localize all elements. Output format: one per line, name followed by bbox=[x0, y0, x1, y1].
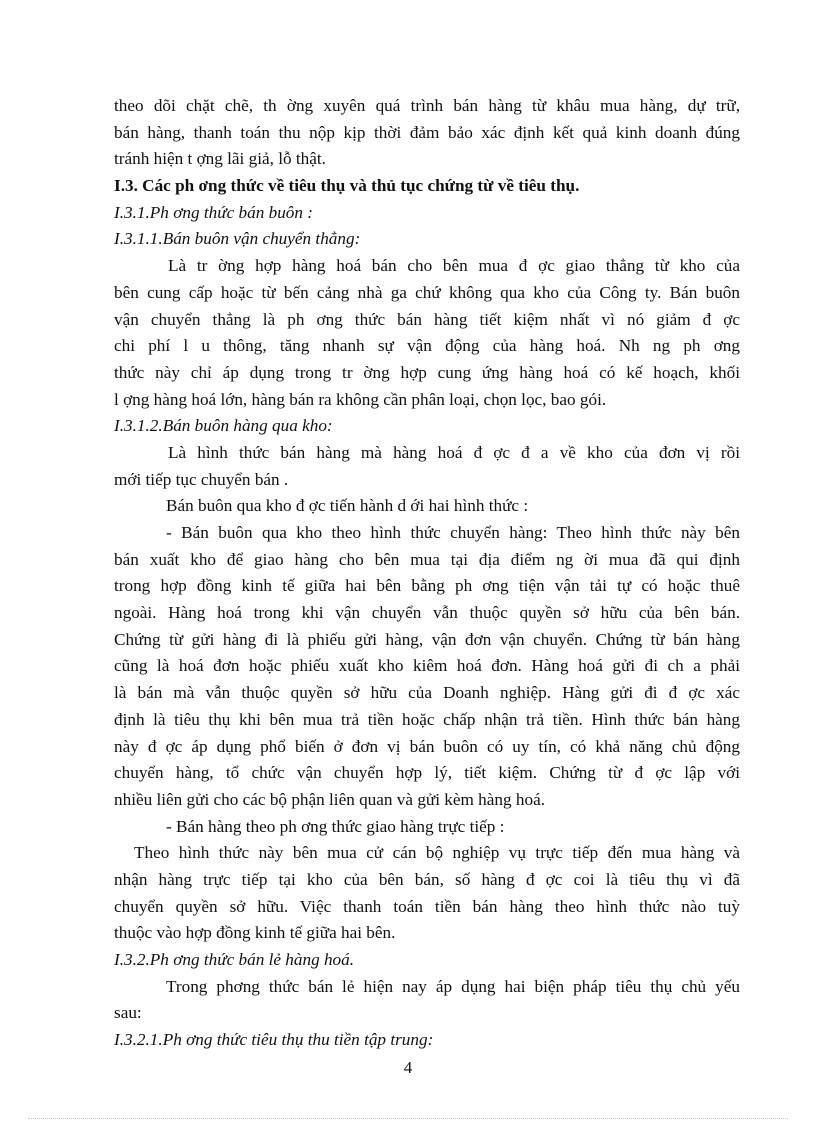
body-line: bán hàng, thanh toán thu nộp kịp thời đảm bảo xác định kết quả kinh doanh đúng bbox=[114, 122, 740, 142]
body-line: sau: bbox=[114, 1003, 142, 1023]
subsection-heading: I.3.2.Ph ơng thức bán lẻ hàng hoá. bbox=[114, 950, 355, 969]
body-line: Chứng từ gửi hàng đi là phiếu gửi hàng, vận đơn vận chuyển. Chứng từ bán hàng bbox=[114, 629, 740, 649]
body-line: Là hình thức bán hàng mà hàng hoá đ ợc đ a về kho của đơn vị rồi bbox=[168, 442, 740, 462]
body-line: Bán buôn qua kho đ ợc tiến hành d ới hai hình thức : bbox=[166, 496, 529, 516]
body-line: nhiều liên gửi cho các bộ phận liên quan và gửi kèm hàng hoá. bbox=[114, 789, 546, 809]
body-line: Trong phơng thức bán lẻ hiện nay áp dụng hai biện pháp tiêu thụ chủ yếu bbox=[166, 976, 740, 996]
body-line: bên cung cấp hoặc từ bến cảng nhà ga chứ không qua kho của Công ty. Bán buôn bbox=[114, 282, 740, 302]
body-line: - Bán hàng theo ph ơng thức giao hàng trực tiếp : bbox=[166, 816, 505, 836]
page-bottom-divider bbox=[28, 1118, 788, 1119]
body-line: vận chuyển thẳng là ph ơng thức bán hàng tiết kiệm nhất vì nó giảm đ ợc bbox=[114, 309, 740, 329]
section-heading: I.3. Các ph ơng thức về tiêu thụ và thủ tục chứng từ về tiêu thụ. bbox=[114, 176, 580, 196]
subsection-heading: I.3.1.Ph ơng thức bán buôn : bbox=[114, 202, 313, 222]
subsubsection-heading: I.3.1.2.Bán buôn hàng qua kho: bbox=[114, 416, 333, 436]
body-line: ngoài. Hàng hoá trong khi vận chuyển vẫn thuộc quyền sở hữu của bên bán. bbox=[114, 603, 740, 623]
body-line: này đ ợc áp dụng phổ biến ở đơn vị bán buôn có uy tín, có khả năng chủ động bbox=[114, 736, 740, 756]
body-line: trong hợp đồng kinh tế giữa hai bên bằng ph ơng tiện vận tải tự có hoặc thuê bbox=[114, 576, 740, 596]
body-line: cũng là hoá đơn hoặc phiếu xuất kho kiêm hoá đơn. Hàng hoá gửi đi ch a phải bbox=[114, 656, 740, 676]
body-line: nhận hàng trực tiếp tại kho của bên bán, số hàng đ ợc coi là tiêu thụ vì đã bbox=[114, 869, 740, 889]
body-line: bán xuất kho để giao hàng cho bên mua tại địa điểm ng ời mua đã qui định bbox=[114, 549, 740, 569]
body-line: chuyển hàng, tổ chức vận chuyển hợp lý, tiết kiệm. Chứng từ đ ợc lập với bbox=[114, 763, 740, 783]
body-line: Là tr ờng hợp hàng hoá bán cho bên mua đ ợc giao thẳng từ kho của bbox=[168, 256, 740, 276]
body-line: thức này chỉ áp dụng trong tr ờng hợp cung ứng hàng hoá có kế hoạch, khối bbox=[114, 362, 740, 382]
body-line: chuyển quyền sở hữu. Việc thanh toán tiền bán hàng theo hình thức nào tuỳ bbox=[114, 896, 740, 916]
body-line: tránh hiện t ợng lãi giả, lỗ thật. bbox=[114, 149, 326, 169]
page-number: 4 bbox=[403, 1058, 413, 1077]
body-line: thuộc vào hợp đồng kinh tế giữa hai bên. bbox=[114, 923, 396, 943]
body-line: định là tiêu thụ khi bên mua trả tiền hoặc chấp nhận trả tiền. Hình thức bán hàng bbox=[114, 709, 740, 729]
body-line: mới tiếp tục chuyển bán . bbox=[114, 469, 289, 489]
body-line: l ợng hàng hoá lớn, hàng bán ra không cần phân loại, chọn lọc, bao gói. bbox=[114, 389, 607, 409]
body-line: chi phí l u thông, tăng nhanh sự vận động của hàng hoá. Nh ng ph ơng bbox=[114, 336, 740, 356]
subsubsection-heading: I.3.2.1.Ph ơng thức tiêu thụ thu tiền tập trung: bbox=[114, 1030, 434, 1050]
body-line: theo dõi chặt chẽ, th ờng xuyên quá trình bán hàng từ khâu mua hàng, dự trữ, bbox=[114, 96, 740, 115]
body-line: Theo hình thức này bên mua cử cán bộ nghiệp vụ trực tiếp đến mua hàng và bbox=[134, 843, 740, 863]
body-line: - Bán buôn qua kho theo hình thức chuyển hàng: Theo hình thức này bên bbox=[166, 523, 740, 542]
subsubsection-heading: I.3.1.1.Bán buôn vận chuyển thẳng: bbox=[114, 229, 361, 249]
document-body bbox=[114, 93, 740, 1054]
body-line: là bán mà vẫn thuộc quyền sở hữu của Doanh nghiệp. Hàng gửi đi đ ợc xác bbox=[114, 683, 740, 703]
